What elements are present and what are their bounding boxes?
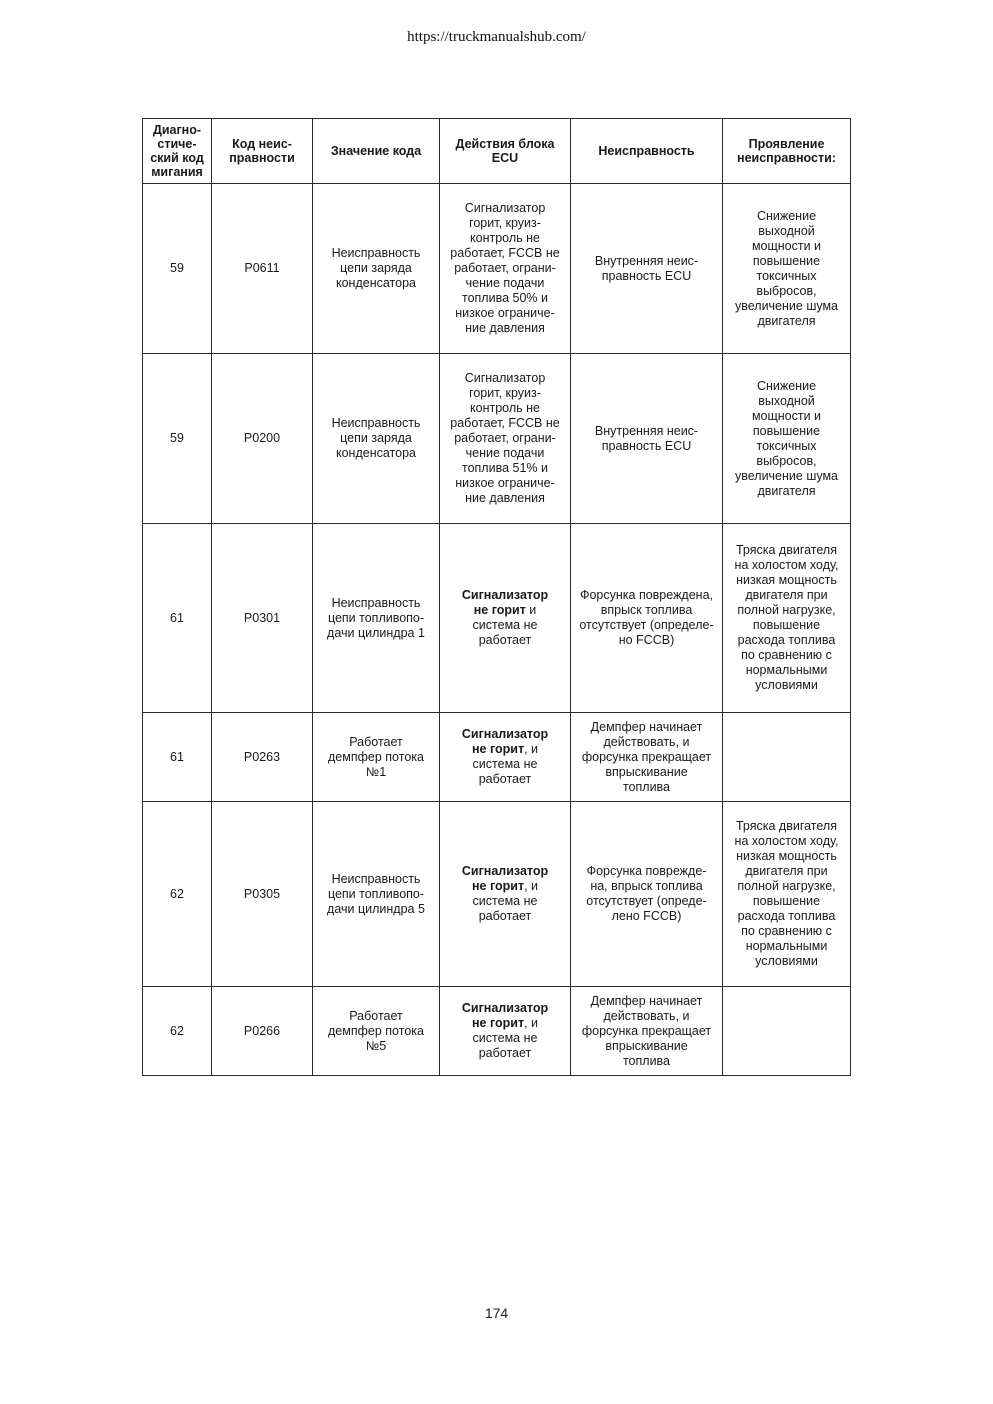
code-meaning-cell: Работает демпфер потока №1 <box>313 713 440 802</box>
symptom-cell: Тряска двигателя на холостом ходу, низкая мощность двигателя при полной нагрузке, повышение расхода топлива по сравнению с нормальными условиями <box>723 802 851 987</box>
symptom-cell <box>723 713 851 802</box>
code-meaning-cell: Неисправность цепи топливопо- дачи цилиндра 5 <box>313 802 440 987</box>
table-row <box>143 524 851 713</box>
fault-code-cell: P0611 <box>212 184 313 354</box>
table-header-row <box>143 119 851 184</box>
header-blink-code: Диагно- стиче- ский код мигания <box>143 119 212 184</box>
fault-cell: Форсунка поврежде- на, впрыск топлива отсутствует (опреде- лено FCCB) <box>571 802 723 987</box>
fault-cell: Демпфер начинает действовать, и форсунка прекращает впрыскивание топлива <box>571 987 723 1076</box>
header-fault: Неисправность <box>571 119 723 184</box>
ecu-action-bold: Сигнализатор не горит <box>461 864 549 893</box>
code-meaning-cell: Работает демпфер потока №5 <box>313 987 440 1076</box>
blink-code-cell: 61 <box>143 713 212 802</box>
ecu-action-cell <box>440 713 571 802</box>
fault-code-table <box>142 118 851 1076</box>
symptom-cell: Снижение выходной мощности и повышение токсичных выбросов, увеличение шума двигателя <box>723 184 851 354</box>
fault-cell: Внутренняя неис- правность ECU <box>571 354 723 524</box>
symptom-cell: Тряска двигателя на холостом ходу, низкая мощность двигателя при полной нагрузке, повышение расхода топлива по сравнению с нормальными условиями <box>723 524 851 713</box>
ecu-action-bold: Сигнализатор не горит <box>461 1001 549 1030</box>
code-meaning-cell: Неисправность цепи топливопо- дачи цилиндра 1 <box>313 524 440 713</box>
table-row <box>143 802 851 987</box>
fault-code-cell: P0301 <box>212 524 313 713</box>
code-meaning-cell: Неисправность цепи заряда конденсатора <box>313 184 440 354</box>
fault-cell: Внутренняя неис- правность ECU <box>571 184 723 354</box>
fault-code-cell: P0305 <box>212 802 313 987</box>
ecu-action-text: и система не работает <box>472 603 538 647</box>
code-meaning-cell: Неисправность цепи заряда конденсатора <box>313 354 440 524</box>
table-row <box>143 713 851 802</box>
header-fault-code: Код неис- правности <box>212 119 313 184</box>
ecu-action-text: Сигнализатор горит, круиз- контроль не работает, FCCB не работает, ограни- чение подачи топлива 51% и низкое ограниче- ние давления <box>450 371 560 505</box>
blink-code-cell: 59 <box>143 184 212 354</box>
ecu-action-cell <box>440 354 571 524</box>
fault-code-cell: P0263 <box>212 713 313 802</box>
table-row <box>143 987 851 1076</box>
table-row <box>143 354 851 524</box>
blink-code-cell: 62 <box>143 987 212 1076</box>
ecu-action-bold: Сигнализатор не горит <box>461 727 549 756</box>
header-symptom: Проявление неисправности: <box>723 119 851 184</box>
symptom-cell: Снижение выходной мощности и повышение токсичных выбросов, увеличение шума двигателя <box>723 354 851 524</box>
header-url: https://truckmanualshub.com/ <box>407 29 586 45</box>
ecu-action-text: Сигнализатор горит, круиз- контроль не работает, FCCB не работает, ограни- чение подачи топлива 50% и низкое ограниче- ние давления <box>450 201 560 335</box>
fault-cell: Демпфер начинает действовать, и форсунка прекращает впрыскивание топлива <box>571 713 723 802</box>
blink-code-cell: 61 <box>143 524 212 713</box>
ecu-action-text: , и система не работает <box>472 1016 539 1060</box>
fault-code-cell: P0200 <box>212 354 313 524</box>
ecu-action-cell <box>440 184 571 354</box>
ecu-action-cell <box>440 987 571 1076</box>
symptom-cell <box>723 987 851 1076</box>
ecu-action-bold: Сигнализатор не горит <box>461 588 549 617</box>
blink-code-cell: 59 <box>143 354 212 524</box>
blink-code-cell: 62 <box>143 802 212 987</box>
fault-cell: Форсунка повреждена, впрыск топлива отсутствует (определе- но FCCB) <box>571 524 723 713</box>
page-number: 174 <box>484 1305 509 1321</box>
ecu-action-text: , и система не работает <box>472 742 539 786</box>
header-code-meaning: Значение кода <box>313 119 440 184</box>
ecu-action-cell <box>440 524 571 713</box>
table-row <box>143 184 851 354</box>
fault-code-cell: P0266 <box>212 987 313 1076</box>
ecu-action-text: , и система не работает <box>472 879 539 923</box>
header-ecu-action: Действия блока ECU <box>440 119 571 184</box>
ecu-action-cell <box>440 802 571 987</box>
